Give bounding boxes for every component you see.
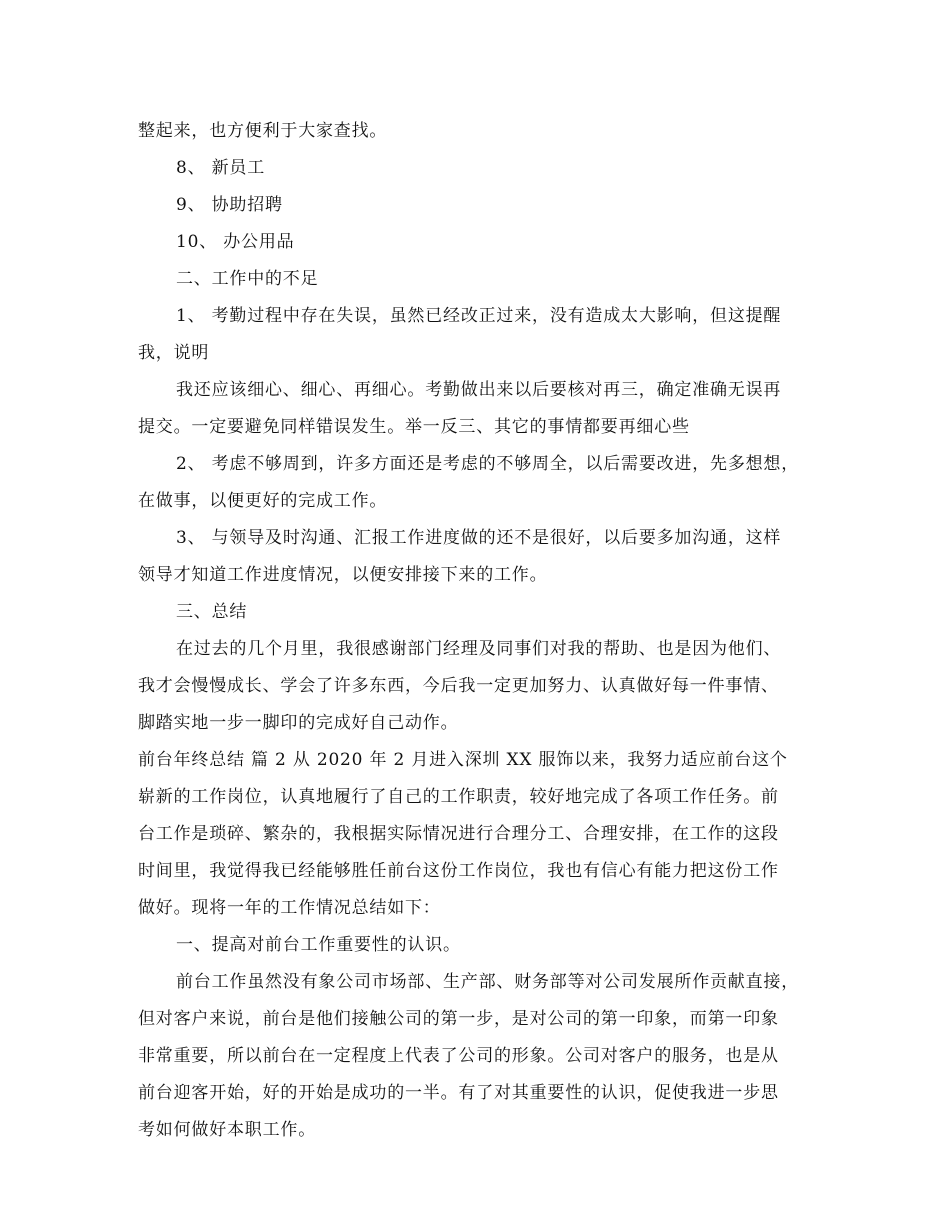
- text-line: 提交。一定要避免同样错误发生。举一反三、其它的事情都要再细心些: [138, 417, 690, 437]
- text-line: 考如何做好本职工作。: [138, 1120, 316, 1140]
- text-line: 2、 考虑不够周到，许多方面还是考虑的不够周全，以后需要改进，先多想想，: [176, 454, 800, 474]
- text-line: 在过去的几个月里，我很感谢部门经理及同事们对我的帮助、也是因为他们、: [176, 639, 782, 659]
- text-line: 崭新的工作岗位，认真地履行了自己的工作职责，较好地完成了各项工作任务。前: [138, 787, 779, 807]
- document-page: [138, 113, 818, 1149]
- text-line: 领导才知道工作进度情况，以便安排接下来的工作。: [138, 565, 548, 585]
- text-line: 我还应该细心、细心、再细心。考勤做出来以后要核对再三，确定准确无误再: [176, 380, 782, 400]
- text-line: 时间里，我觉得我已经能够胜任前台这份工作岗位，我也有信心有能力把这份工作: [138, 861, 779, 881]
- text-line: 9、 协助招聘: [176, 195, 283, 215]
- text-line: 我才会慢慢成长、学会了许多东西，今后我一定更加努力、认真做好每一件事情、: [138, 676, 779, 696]
- text-line: 3、 与领导及时沟通、汇报工作进度做的还不是很好，以后要多加沟通，这样: [176, 528, 782, 548]
- text-line: 我，说明: [138, 343, 210, 363]
- text-line: 整起来，也方便利于大家查找。: [138, 121, 388, 141]
- text-line: 非常重要，所以前台在一定程度上代表了公司的形象。公司对客户的服务，也是从: [138, 1046, 779, 1066]
- text-line: 脚踏实地一步一脚印的完成好自己动作。: [138, 713, 459, 733]
- article-start-line: 前台年终总结 篇 2 从 2020 年 2 月进入深圳 XX 服饰以来，我努力适应前台这个: [138, 750, 788, 770]
- text-line: 8、 新员工: [176, 158, 266, 178]
- section-heading: 三、总结: [176, 602, 248, 622]
- text-line: 前台工作虽然没有象公司市场部、生产部、财务部等对公司发展所作贡献直接，: [176, 972, 799, 992]
- text-line: 台工作是琐碎、繁杂的，我根据实际情况进行合理分工、合理安排，在工作的这段: [138, 824, 779, 844]
- text-line: 1、 考勤过程中存在失误，虽然已经改正过来，没有造成太大影响，但这提醒: [176, 306, 782, 326]
- text-line: 做好。现将一年的工作情况总结如下：: [138, 898, 441, 918]
- section-heading: 一、提高对前台工作重要性的认识。: [176, 935, 461, 955]
- section-heading: 二、工作中的不足: [176, 269, 319, 289]
- text-line: 在做事，以便更好的完成工作。: [138, 491, 388, 511]
- text-line: 前台迎客开始，好的开始是成功的一半。有了对其重要性的认识，促使我进一步思: [138, 1083, 779, 1103]
- text-line: 10、 办公用品: [176, 232, 295, 252]
- text-line: 但对客户来说，前台是他们接触公司的第一步，是对公司的第一印象，而第一印象: [138, 1009, 779, 1029]
